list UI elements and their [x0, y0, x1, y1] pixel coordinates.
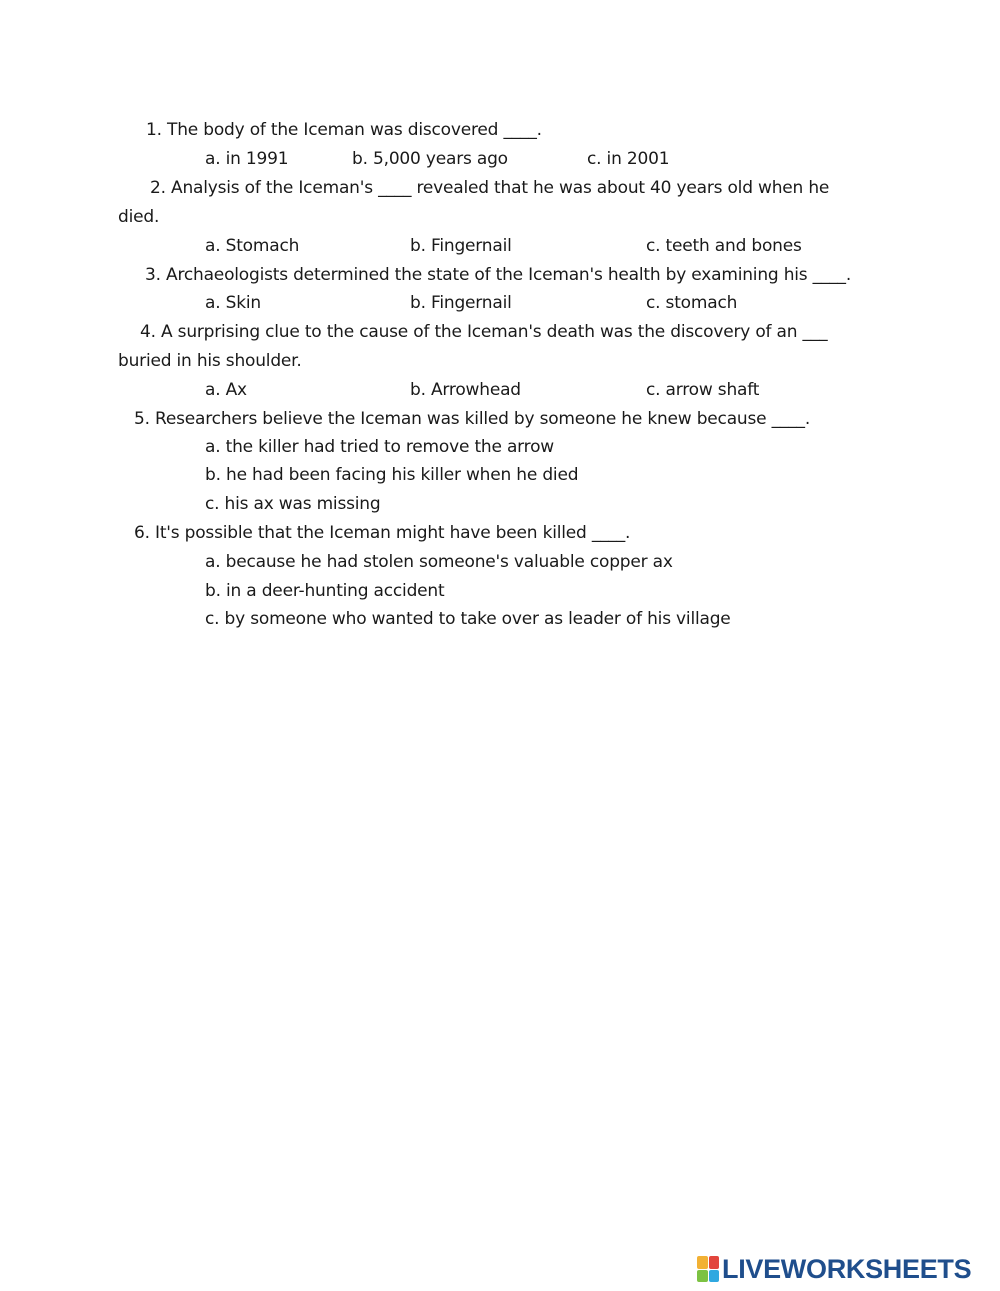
question-1-option-a: a. in 1991 [205, 149, 289, 169]
question-4-option-c: c. arrow shaft [646, 380, 760, 400]
question-4-option-b: b. Arrowhead [410, 380, 521, 400]
question-6-prompt: 6. It's possible that the Iceman might have been killed ____. [134, 523, 631, 543]
question-1-prompt: 1. The body of the Iceman was discovered ____. [146, 120, 542, 140]
logo-block-green [697, 1270, 708, 1283]
question-1-option-c: c. in 2001 [587, 149, 670, 169]
question-2-option-a: a. Stomach [205, 236, 300, 256]
liveworksheets-logo-icon [697, 1256, 719, 1282]
logo-block-red [709, 1256, 720, 1269]
question-3-prompt: 3. Archaeologists determined the state of the Iceman's health by examining his ____. [145, 265, 852, 285]
question-5-option-c: c. his ax was missing [205, 494, 381, 514]
question-4-prompt-continued: buried in his shoulder. [118, 351, 302, 371]
question-2-prompt: 2. Analysis of the Iceman's ____ revealed that he was about 40 years old when he [150, 178, 830, 198]
liveworksheets-logo [697, 1252, 971, 1286]
question-6-option-c: c. by someone who wanted to take over as leader of his village [205, 609, 731, 629]
question-6-option-b: b. in a deer-hunting accident [205, 581, 445, 601]
question-2-option-c: c. teeth and bones [646, 236, 802, 256]
liveworksheets-logo-text: LIVEWORKSHEETS [722, 1253, 972, 1284]
question-4-option-a: a. Ax [205, 380, 247, 400]
question-3-option-a: a. Skin [205, 293, 261, 313]
question-5-option-b: b. he had been facing his killer when he died [205, 465, 579, 485]
question-2-option-b: b. Fingernail [410, 236, 512, 256]
question-5-option-a: a. the killer had tried to remove the arrow [205, 437, 554, 457]
question-5-prompt: 5. Researchers believe the Iceman was killed by someone he knew because ____. [134, 409, 811, 429]
question-4-prompt: 4. A surprising clue to the cause of the Iceman's death was the discovery of an ___ [140, 322, 828, 342]
question-2-prompt-continued: died. [118, 207, 160, 227]
logo-block-blue [709, 1270, 720, 1283]
question-6-option-a: a. because he had stolen someone's valuable copper ax [205, 552, 673, 572]
question-3-option-b: b. Fingernail [410, 293, 512, 313]
question-3-option-c: c. stomach [646, 293, 738, 313]
logo-block-yellow [697, 1256, 708, 1269]
question-1-option-b: b. 5,000 years ago [352, 149, 508, 169]
